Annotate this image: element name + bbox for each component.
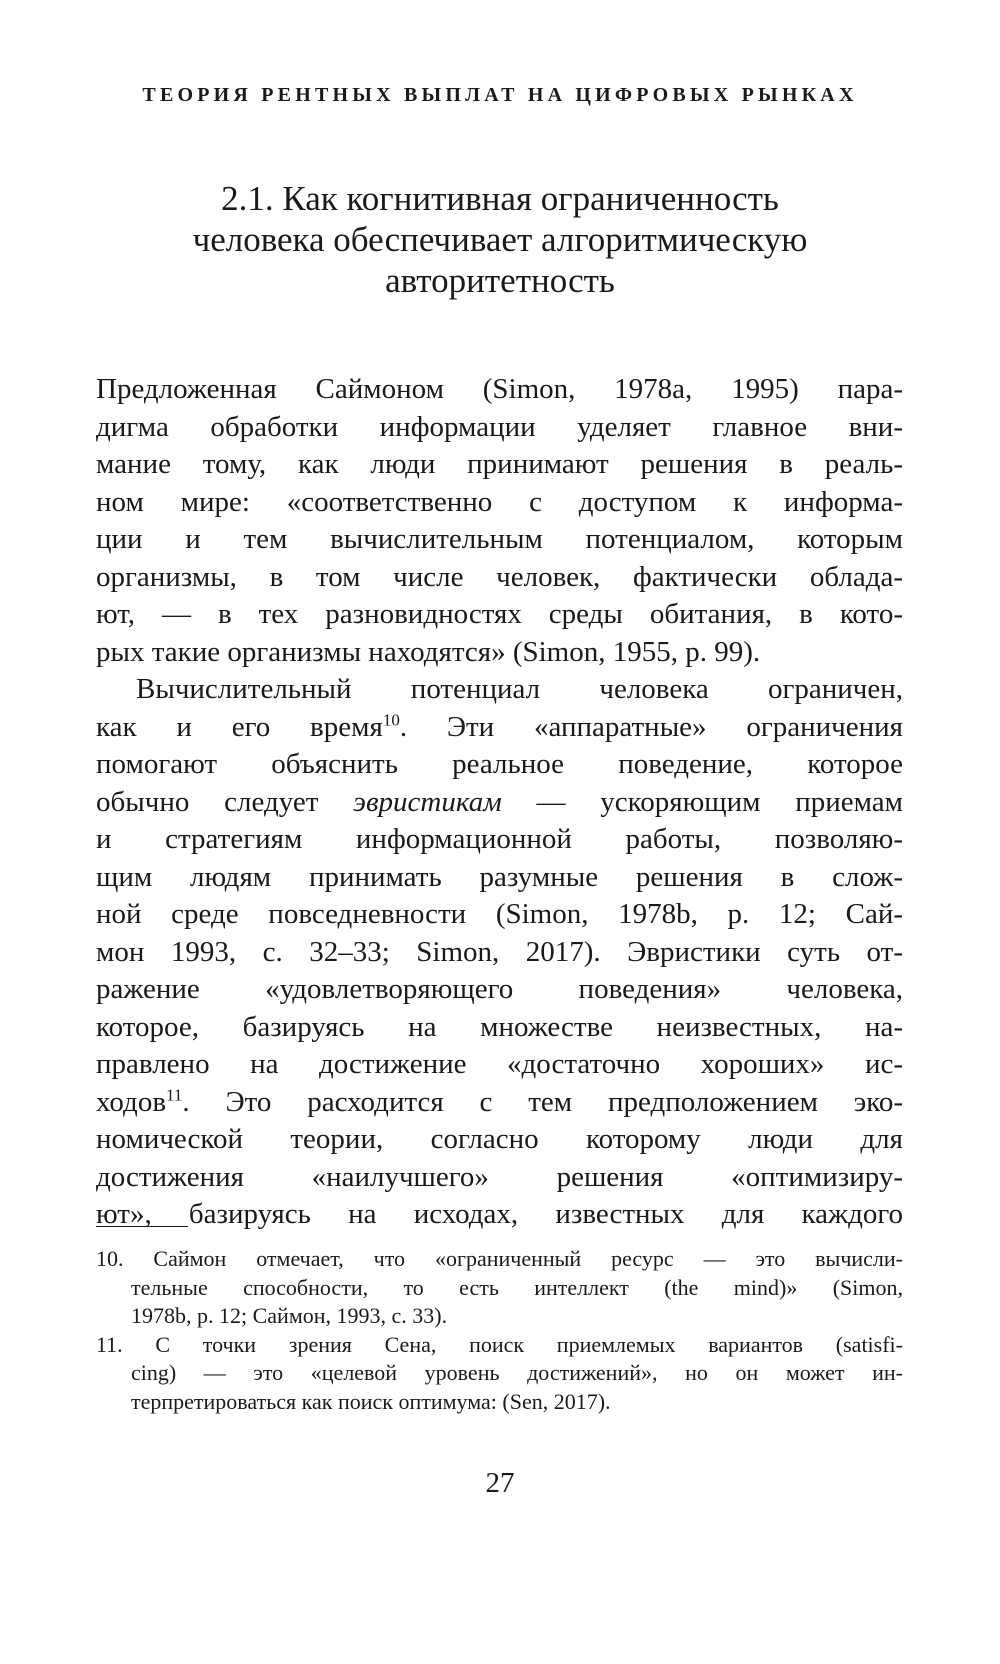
text-line: которое, базируясь на множестве неизвестных, на- — [96, 1010, 903, 1043]
text-line: рых такие организмы находятся» (Simon, 1955, p. 99). — [96, 635, 761, 668]
footnote-line: терпретироваться как поиск оптимума: (Sen, 2017). — [131, 1388, 611, 1414]
text-line: помогают объяснить реальное поведение, которое — [96, 748, 903, 780]
text-line: ной среде повседневности (Simon, 1978b, p. 12; Сай- — [96, 898, 903, 930]
text-line — [96, 784, 903, 822]
footnote-11 — [96, 1331, 903, 1417]
footnote-10 — [96, 1245, 903, 1331]
footnote-line: cing) — это «целевой уровень достижений», но он может ин- — [131, 1360, 903, 1385]
text-line: ют», базируясь на исходах, известных для каждого — [96, 1198, 903, 1230]
text-line: номической теории, согласно которому люди для — [96, 1123, 903, 1155]
footnote-ref-11[interactable]: 11 — [166, 1084, 183, 1104]
text-line: ции и тем вычислительным потенциалом, которым — [96, 523, 903, 555]
text-line — [96, 1084, 903, 1122]
text-fragment: как и его время — [96, 710, 383, 743]
text-line: мон 1993, с. 32–33; Simon, 2017). Эвристики суть от- — [96, 935, 903, 968]
text-fragment: . Эти «аппаратные» ограничения — [399, 710, 903, 743]
footnote-line: 10. Саймон отмечает, что «ограниченный ресурс — это вычисли- — [96, 1246, 903, 1271]
paragraph-1 — [96, 371, 903, 671]
text-line: ражение «удовлетворяющего поведения» человека, — [96, 973, 903, 1005]
body-text — [96, 371, 903, 1234]
text-line: Вычислительный потенциал человека ограничен, — [136, 673, 903, 705]
italic-term: эвристикам — [353, 785, 502, 818]
text-fragment: . Это расходится с тем предположением эко- — [182, 1085, 903, 1118]
text-line: достижения «наилучшего» решения «оптимизиру- — [96, 1160, 903, 1193]
text-line: ном мире: «соответственно с доступом к информа- — [96, 485, 903, 518]
text-fragment: ходов — [96, 1085, 167, 1118]
text-line: мание тому, как люди принимают решения в реаль- — [96, 448, 903, 480]
footnotes — [96, 1245, 903, 1416]
text-line: и стратегиям информационной работы, позволяю- — [96, 823, 903, 855]
section-title-line: человека обеспечивает алгоритмическую — [192, 220, 808, 259]
footnote-line: тельные способности, то есть интеллект (the mind)» (Simon, — [131, 1274, 903, 1300]
text-line: ют, — в тех разновидностях среды обитания, в кото- — [96, 598, 903, 630]
text-fragment: — ускоряющим приемам — [501, 785, 904, 818]
running-head: ТЕОРИЯ РЕНТНЫХ ВЫПЛАТ НА ЦИФРОВЫХ РЫНКАХ — [142, 84, 858, 106]
text-line: щим людям принимать разумные решения в слож- — [96, 860, 903, 893]
section-title-line: 2.1. Как когнитивная ограниченность — [221, 179, 779, 218]
text-fragment: обычно следует — [96, 785, 354, 818]
page-number: 27 — [485, 1467, 515, 1499]
text-line: дигма обработки информации уделяет главное вни- — [96, 410, 903, 443]
footnote-ref-10[interactable]: 10 — [382, 709, 400, 729]
section-title-line: авторитетность — [385, 261, 615, 300]
footnote-divider — [96, 1226, 188, 1227]
footnote-line: 11. С точки зрения Сена, поиск приемлемых вариантов (satisfi- — [96, 1331, 903, 1357]
text-line: правлено на достижение «достаточно хороших» ис- — [96, 1048, 903, 1080]
footnote-line: 1978b, p. 12; Саймон, 1993, с. 33). — [131, 1303, 448, 1328]
text-line: Предложенная Саймоном (Simon, 1978a, 1995) пара- — [96, 373, 903, 405]
text-line — [96, 709, 903, 747]
text-line: организмы, в том числе человек, фактически облада- — [96, 560, 903, 593]
section-title — [80, 178, 920, 301]
paragraph-2 — [96, 671, 903, 1234]
